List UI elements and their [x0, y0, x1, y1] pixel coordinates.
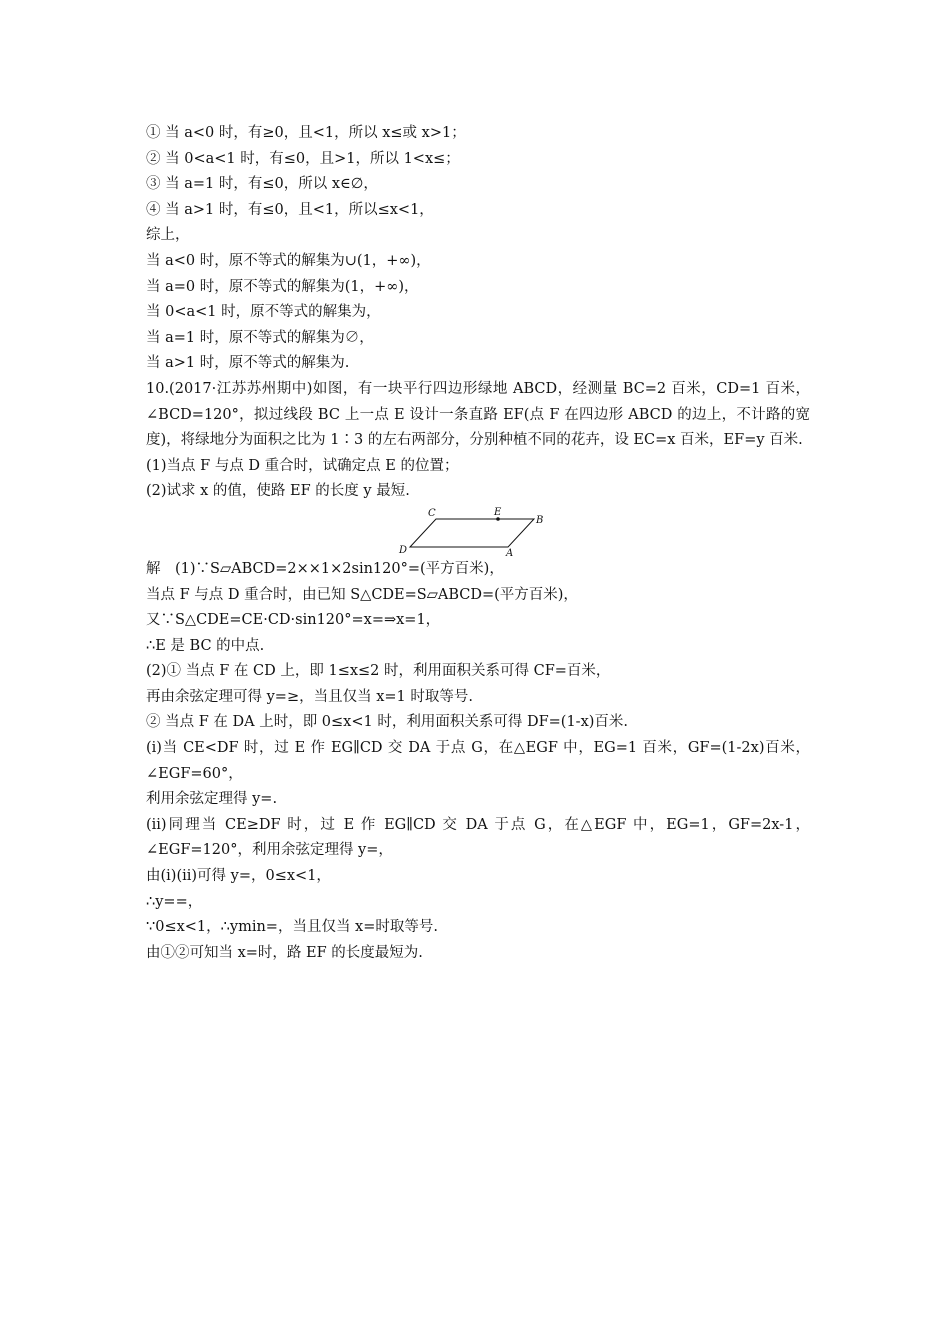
case-line-1: ① 当 a<0 时，有≥0，且<1，所以 x≤或 x>1；	[146, 125, 466, 141]
solution-line-9: 利用余弦定理得 y=.	[146, 791, 278, 808]
case-line-3: ③ 当 a=1 时，有≤0，所以 x∈∅，	[146, 176, 378, 193]
solution-line-10: (ii)同理当 CE≥DF 时，过 E 作 EG∥CD 交 DA 于点 G，在△EGF 中，EG=1，GF=2x-1，∠EGF=120°，利用余弦定理得 y=，	[146, 816, 810, 859]
parallelogram-diagram	[398, 505, 558, 557]
solution-line-13: ∵0≤x<1，∴ymin=，当且仅当 x=时取等号.	[146, 919, 438, 936]
question-1: (1)当点 F 与点 D 重合时，试确定点 E 的位置；	[146, 457, 459, 474]
label-e: E	[494, 506, 502, 518]
solution-line-1: 解 (1)∵S▱ABCD=2××1×2sin120°=(平方百米)，	[146, 560, 504, 577]
label-a: A	[506, 547, 514, 557]
solution-line-2: 当点 F 与点 D 重合时，由已知 S△CDE=S▱ABCD=(平方百米)，	[146, 586, 578, 603]
summary-line-2: 当 a=0 时，原不等式的解集为(1，+∞)，	[146, 278, 419, 295]
summary-line-5: 当 a>1 时，原不等式的解集为.	[146, 355, 350, 372]
parallelogram-shape	[410, 519, 534, 547]
label-d: D	[399, 544, 408, 556]
parallelogram-figure	[146, 505, 810, 557]
solution-line-7: ② 当点 F 在 DA 上时，即 0≤x<1 时，利用面积关系可得 DF=(1-x)百米.	[146, 714, 629, 731]
solution-line-12: ∴y==，	[146, 893, 203, 910]
label-b: B	[536, 514, 544, 526]
solution-line-5: (2)① 当点 F 在 CD 上，即 1≤x≤2 时，利用面积关系可得 CF=百米，	[146, 663, 611, 680]
summary-heading: 综上，	[146, 227, 190, 244]
case-line-4: ④ 当 a>1 时，有≤0，且<1，所以≤x<1，	[146, 201, 434, 218]
summary-line-4: 当 a=1 时，原不等式的解集为∅，	[146, 329, 374, 346]
question-2: (2)试求 x 的值，使路 EF 的长度 y 最短.	[146, 483, 410, 500]
summary-line-1: 当 a<0 时，原不等式的解集为∪(1，+∞)，	[146, 252, 431, 269]
solution-line-6: 再由余弦定理可得 y=≥，当且仅当 x=1 时取等号.	[146, 688, 473, 705]
solution-line-8: (i)当 CE<DF 时，过 E 作 EG∥CD 交 DA 于点 G，在△EGF 中，EG=1 百米，GF=(1-2x)百米，∠EGF=60°，	[146, 740, 810, 782]
problem-statement: 10.(2017·江苏苏州期中)如图，有一块平行四边形绿地 ABCD，经测量 BC=2 百米，CD=1 百米，∠BCD=120°，拟过线段 BC 上一点 E 设计一条直路 EF(点 F 在四边形 ABCD 的边上，不计路的宽度)，将绿地分为面积之比为 1∶3 的左右两部分，分别种植不同的花卉，设 EC=x 百米，EF=y 百米.	[146, 380, 810, 449]
summary-line-3: 当 0<a<1 时，原不等式的解集为，	[146, 304, 381, 321]
label-c: C	[428, 507, 436, 519]
case-line-2: ② 当 0<a<1 时，有≤0，且>1，所以 1<x≤；	[146, 150, 460, 167]
solution-line-3: 又∵S△CDE=CE·CD·sin120°=x=⇒x=1，	[146, 612, 441, 629]
solution-line-11: 由(i)(ii)可得 y=，0≤x<1，	[146, 868, 331, 885]
solution-line-4: ∴E 是 BC 的中点.	[146, 637, 265, 654]
solution-line-14: 由①②可知当 x=时，路 EF 的长度最短为.	[146, 944, 423, 961]
document-page	[146, 121, 810, 966]
